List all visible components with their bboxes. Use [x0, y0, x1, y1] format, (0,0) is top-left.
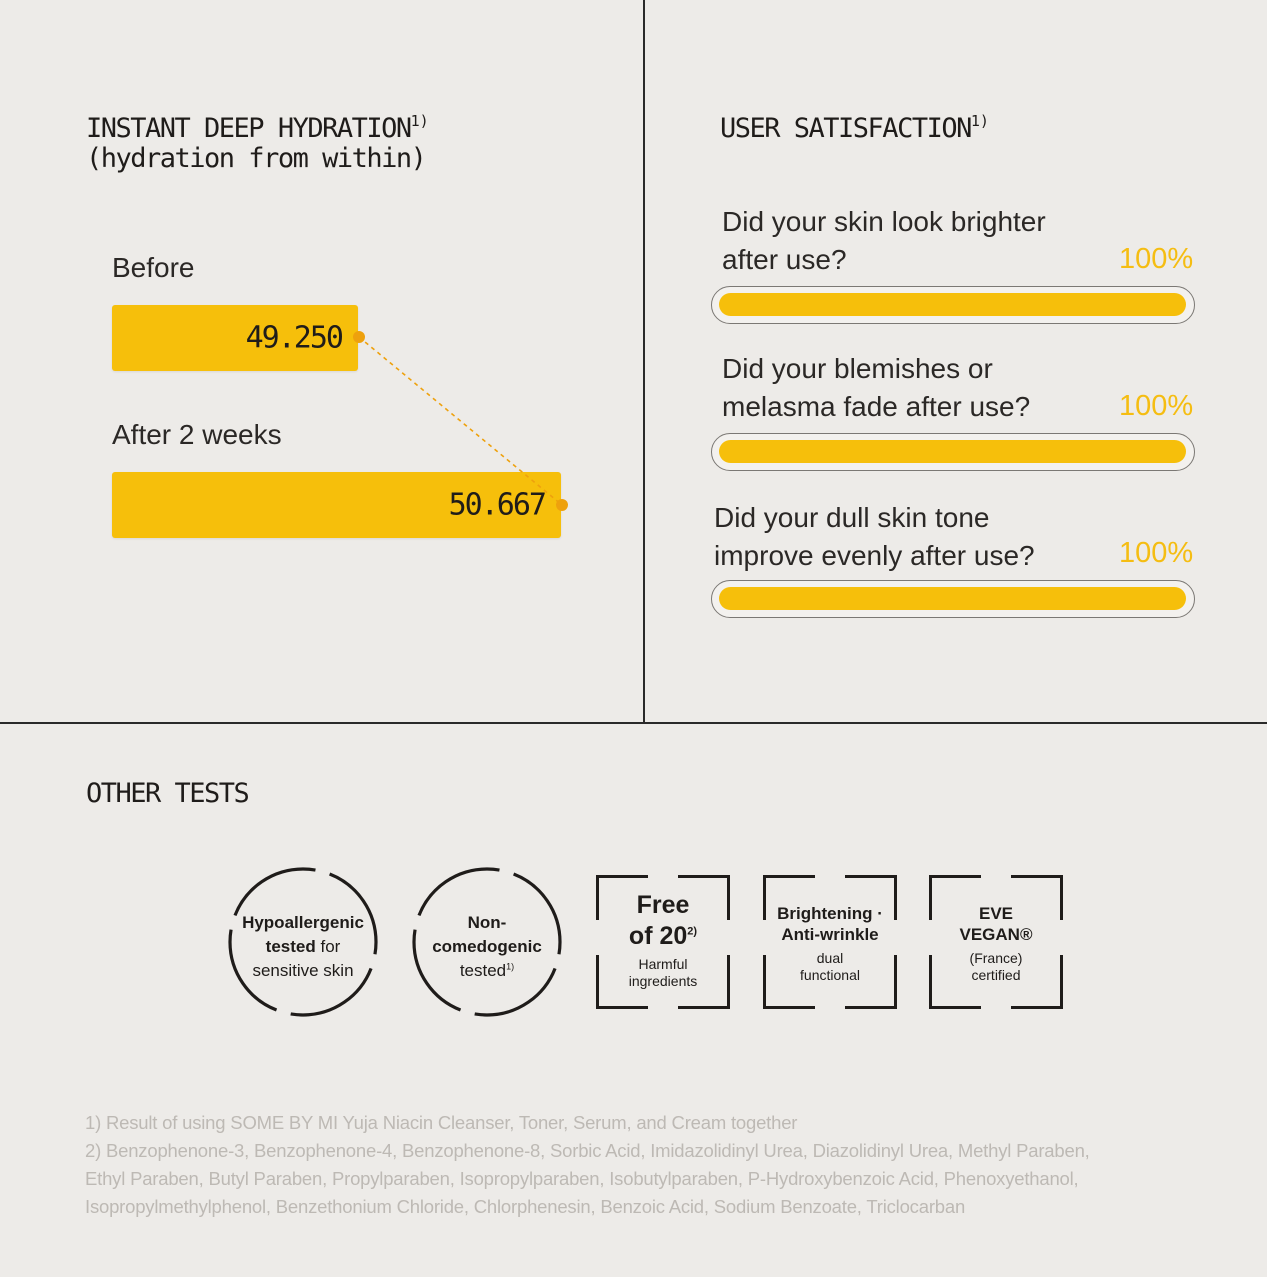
question-3-track [711, 580, 1195, 618]
footnotes [85, 1109, 1090, 1221]
noncom-line3 [411, 961, 563, 981]
question-1-fill [719, 293, 1186, 316]
question-2-line1: Did your blemishes or [722, 353, 993, 384]
before-dot [353, 331, 365, 343]
question-2-track [711, 433, 1195, 471]
question-1-track [711, 286, 1195, 324]
question-3-fill [719, 587, 1186, 610]
bright-line2: Anti-wrinkle [781, 925, 879, 944]
hypo-line2 [227, 937, 379, 957]
question-1-line1: Did your skin look brighter [722, 206, 1046, 237]
hydration-subtitle: (hydration from within) [86, 143, 426, 174]
question-2-fill [719, 440, 1186, 463]
question-3-percent: 100% [1119, 537, 1194, 569]
footnote-1: 1) Result of using SOME BY MI Yuja Niacin Cleanser, Toner, Serum, and Cream together [85, 1112, 798, 1133]
hypoallergenic-badge [227, 866, 379, 1018]
free-of-20-badge [596, 875, 730, 1009]
question-2-percent: 100% [1119, 390, 1194, 422]
vegan-line2: VEGAN® [959, 925, 1033, 944]
satisfaction-title [720, 102, 989, 148]
noncom-line2: comedogenic [432, 937, 542, 956]
bright-line3: dual [816, 950, 844, 966]
brightening-anti-wrinkle-badge [763, 875, 897, 1009]
free-line2-text: of 20 [628, 922, 688, 950]
footnote-2-cont-2: Isopropylmethylphenol, Benzethonium Chloride, Chlorphenesin, Benzoic Acid, Sodium Benzoate, Triclocarban [85, 1196, 966, 1217]
hypo-line1: Hypoallergenic [242, 913, 364, 932]
before-label: Before [112, 252, 195, 283]
trend-dashed-line [359, 337, 562, 505]
bright-line4: functional [800, 967, 860, 983]
satisfaction-title-sup: 1) [970, 112, 989, 130]
noncom-line3-text: tested [459, 961, 507, 980]
free-line1: Free [636, 891, 690, 919]
question-2 [722, 350, 1030, 426]
other-tests-title: OTHER TESTS [86, 778, 249, 809]
footnote-2-cont-1: Ethyl Paraben, Butyl Paraben, Propylparaben, Isopropylparaben, Isobutylparaben, P-Hydroxybenzoic Acid, Phenoxyethanol, [85, 1168, 1079, 1189]
question-2-line2: melasma fade after use? [722, 391, 1031, 422]
hydration-title-text: INSTANT DEEP HYDRATION [86, 113, 411, 144]
trend-connector [0, 0, 643, 723]
noncom-sup: 1) [506, 961, 515, 972]
bright-line1: Brightening · [777, 904, 883, 923]
non-comedogenic-badge [411, 866, 563, 1018]
free-line3: Harmful [638, 956, 688, 972]
eve-vegan-badge [929, 875, 1063, 1009]
question-3-line1: Did your dull skin tone [714, 502, 990, 533]
hypo-line2-bold: tested [265, 937, 316, 956]
hydration-title-sup: 1) [410, 112, 429, 130]
before-value: 49.250 [245, 320, 342, 356]
free-line4: ingredients [628, 973, 698, 989]
question-1-percent: 100% [1119, 243, 1194, 275]
hypo-line2-rest: for [315, 937, 341, 956]
vegan-line3: (France) [969, 950, 1023, 966]
after-dot [556, 499, 568, 511]
noncom-line1: Non- [467, 913, 507, 932]
after-value: 50.667 [448, 487, 545, 523]
vertical-divider [643, 0, 645, 723]
after-label: After 2 weeks [112, 419, 282, 450]
question-1 [722, 203, 1046, 279]
footnote-2: 2) Benzophenone-3, Benzophenone-4, Benzophenone-8, Sorbic Acid, Imidazolidinyl Urea, Diazolidinyl Urea, Methyl Paraben, [85, 1140, 1090, 1161]
question-3 [714, 499, 1035, 575]
vegan-line4: certified [971, 967, 1021, 983]
satisfaction-title-text: USER SATISFACTION [720, 113, 971, 144]
hypo-line3: sensitive skin [252, 961, 354, 980]
question-3-line2: improve evenly after use? [714, 540, 1035, 571]
question-1-line2: after use? [722, 244, 847, 275]
free-sup: 2) [687, 925, 698, 938]
free-line2 [596, 922, 730, 951]
vegan-line1: EVE [978, 904, 1014, 923]
